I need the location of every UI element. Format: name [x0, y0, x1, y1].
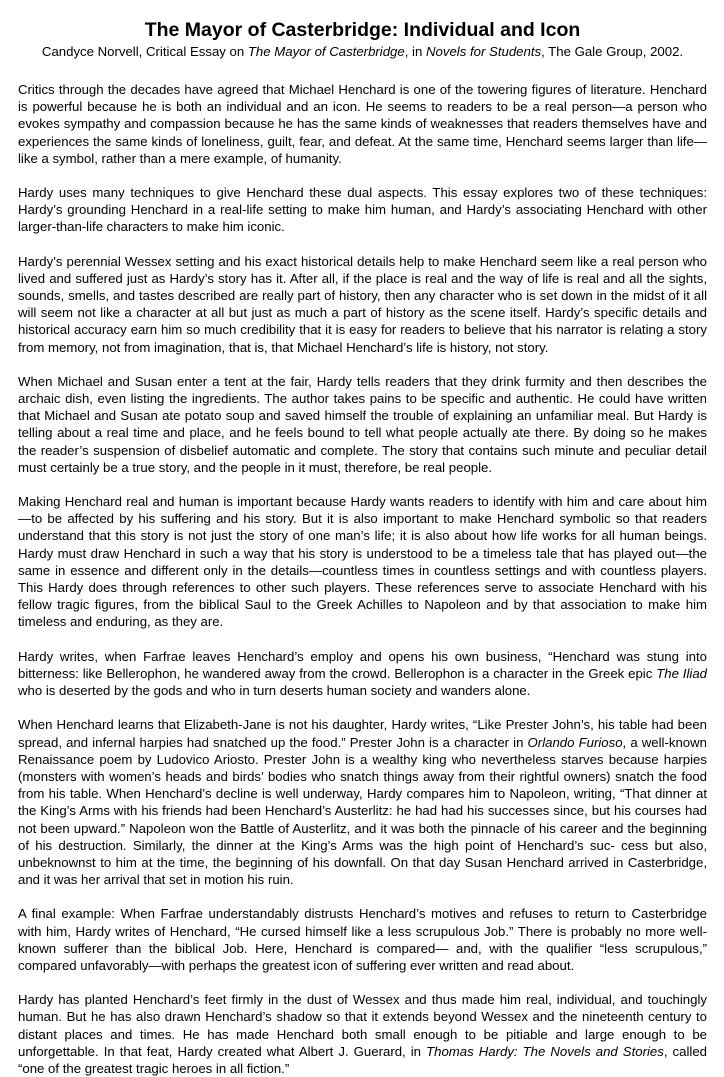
- paragraph-1: Critics through the decades have agreed that Michael Henchard is one of the towering figures of literature. Henchard is powerful because he is both an individual and an icon. He seems to readers to be a real person—a person who evokes sympathy and compassion because he has the same kinds of weaknesses that readers themselves have and experiences the same kinds of loneliness, guilt, fear, and defeat. At the same time, Henchard seems larger than life—like a symbol, rather than a mere example, of humanity.: [18, 82, 707, 166]
- paragraph-6-text-a: Hardy writes, when Farfrae leaves Henchard’s employ and opens his own business, “Henchard was stung into bitterness: like Bellerophon, he wandered away from the crowd. Bellerophon is a character in the Greek epic: [18, 648, 707, 681]
- citation-suffix: , The Gale Group, 2002.: [541, 44, 684, 59]
- paragraph-6: [18, 648, 707, 700]
- paragraph-4: When Michael and Susan enter a tent at the fair, Hardy tells readers that they drink furmity and then describes the archaic dish, even listing the ingredients. The author takes pains to be specific and authentic. He could have written that Michael and Susan ate potato soup and saved himself the trouble of explaining an unfamiliar meal. But Hardy is telling about a real time and place, and he feels bound to tell what people actually ate there. By doing so he makes the reader’s suspension of disbelief automatic and complete. The story that contains such minute and peculiar detail must certainly be a true story, and the people in it must, therefore, be real people.: [18, 373, 707, 475]
- citation: [18, 43, 707, 61]
- citation-mid: , in: [404, 44, 426, 59]
- citation-work-title: The Mayor of Casterbridge: [247, 44, 405, 59]
- iliad-title: The Iliad: [656, 665, 707, 681]
- paragraph-9-text-a: Hardy has planted Henchard’s feet firmly in the dust of Wessex and thus made him real, individual, and touchingly human. But he has also drawn Henchard’s shadow so that it extends beyond Wessex and the nineteenth century to distant places and times. He has made Henchard both small enough to be pitiable and large enough to be unforgettable. In that feat, Hardy created what Albert J. Guerard, in: [18, 992, 707, 1059]
- paragraph-7: [18, 716, 707, 888]
- paragraph-3: Hardy’s perennial Wessex setting and his exact historical details help to make Henchard seem like a real person who lived and suffered just as Hardy’s story has it. After all, if the place is real and the way of life is real and all the sights, sounds, smells, and tastes described are really part of history, then any character who is set down in the midst of it all will seem not like a character at all but just as much a part of history as the scene itself. Hardy’s specific details and historical accuracy earn him so much credibility that it is easy for readers to believe that his narrator is relating a story from memory, not from imagination, that is, that Michael Henchard’s life is history, not story.: [18, 253, 707, 355]
- paragraph-8: A final example: When Farfrae understandably distrusts Henchard’s motives and refuses to return to Casterbridge with him, Hardy writes of Henchard, “He cursed himself like a less scrupulous Job.” There is probably no more well-known sufferer than the biblical Job. Here, Henchard is compared— and, with the qualifier “less scrupulous,” compared unfavorably—with perhaps the greatest icon of suffering ever written and read about.: [18, 906, 707, 973]
- paragraph-5: Making Henchard real and human is important because Hardy wants readers to identify with him and care about him—to be affected by his suffering and his story. But it is also important to make Henchard symbolic so that readers understand that this story is not just the story of one man’s life; it is also about how life works for all human beings. Hardy must draw Henchard in such a way that his story is understood to be a timeless tale that has played out—the same in essence and different only in the details—countless times in countless settings and with countless players. This Hardy does through references to other such players. These references serve to associate Henchard with his fellow tragic figures, from the biblical Saul to the Greek Achilles to Napoleon and by that association to make him timeless and enduring, as they are.: [18, 494, 707, 630]
- citation-source-title: Novels for Students: [426, 44, 542, 59]
- paragraph-9: [18, 991, 707, 1077]
- page-title: The Mayor of Casterbridge: Individual and Icon: [144, 19, 581, 41]
- paragraph-2: Hardy uses many techniques to give Henchard these dual aspects. This essay explores two of these techniques: Hardy’s grounding Henchard in a real-life setting to make him human, and Hardy’s associating Henchard with other larger-than-life characters to make him iconic.: [18, 185, 707, 235]
- paragraph-7-text-a: When Henchard learns that Elizabeth-Jane is not his daughter, Hardy writes, “Like Prester John’s, his table had been spread, and infernal harpies had snatched up the food.” Prester John is a character in: [18, 717, 707, 750]
- paragraph-9-text-b: , called “one of the greatest tragic heroes in all fiction.”: [18, 1043, 707, 1076]
- guerard-book-title: Thomas Hardy: The Novels and Stories: [426, 1043, 664, 1059]
- paragraph-7-text-b: , a well-known Renaissance poem by Ludovico Ariosto. Prester John is a wealthy king who nevertheless starves because harpies (monsters with women’s heads and birds’ bodies who snatch things away from their rightful owners) snatch the food from his table. When Henchard’s decline is well underway, Hardy compares him to Napoleon, writing, “That dinner at the King’s Arms with his friends had been Henchard’s Austerlitz: he had had his successes since, but his courses had not been upward.” Napoleon won the Battle of Austerlitz, and it was both the pinnacle of his career and the beginning of his destruction. Similarly, the dinner at the King’s Arms was the high point of Henchard’s suc- cess but also, unbeknownst to him at the time, the beginning of his downfall. On that day Susan Henchard arrived in Casterbridge, and it was her arrival that set in motion his ruin.: [18, 734, 707, 888]
- citation-prefix: Candyce Norvell, Critical Essay on: [41, 44, 248, 59]
- paragraph-6-text-b: who is deserted by the gods and who in turn deserts human society and wanders alone.: [18, 683, 531, 699]
- essay-body: [18, 81, 707, 1077]
- orlando-furioso-title: Orlando Furioso: [527, 734, 623, 750]
